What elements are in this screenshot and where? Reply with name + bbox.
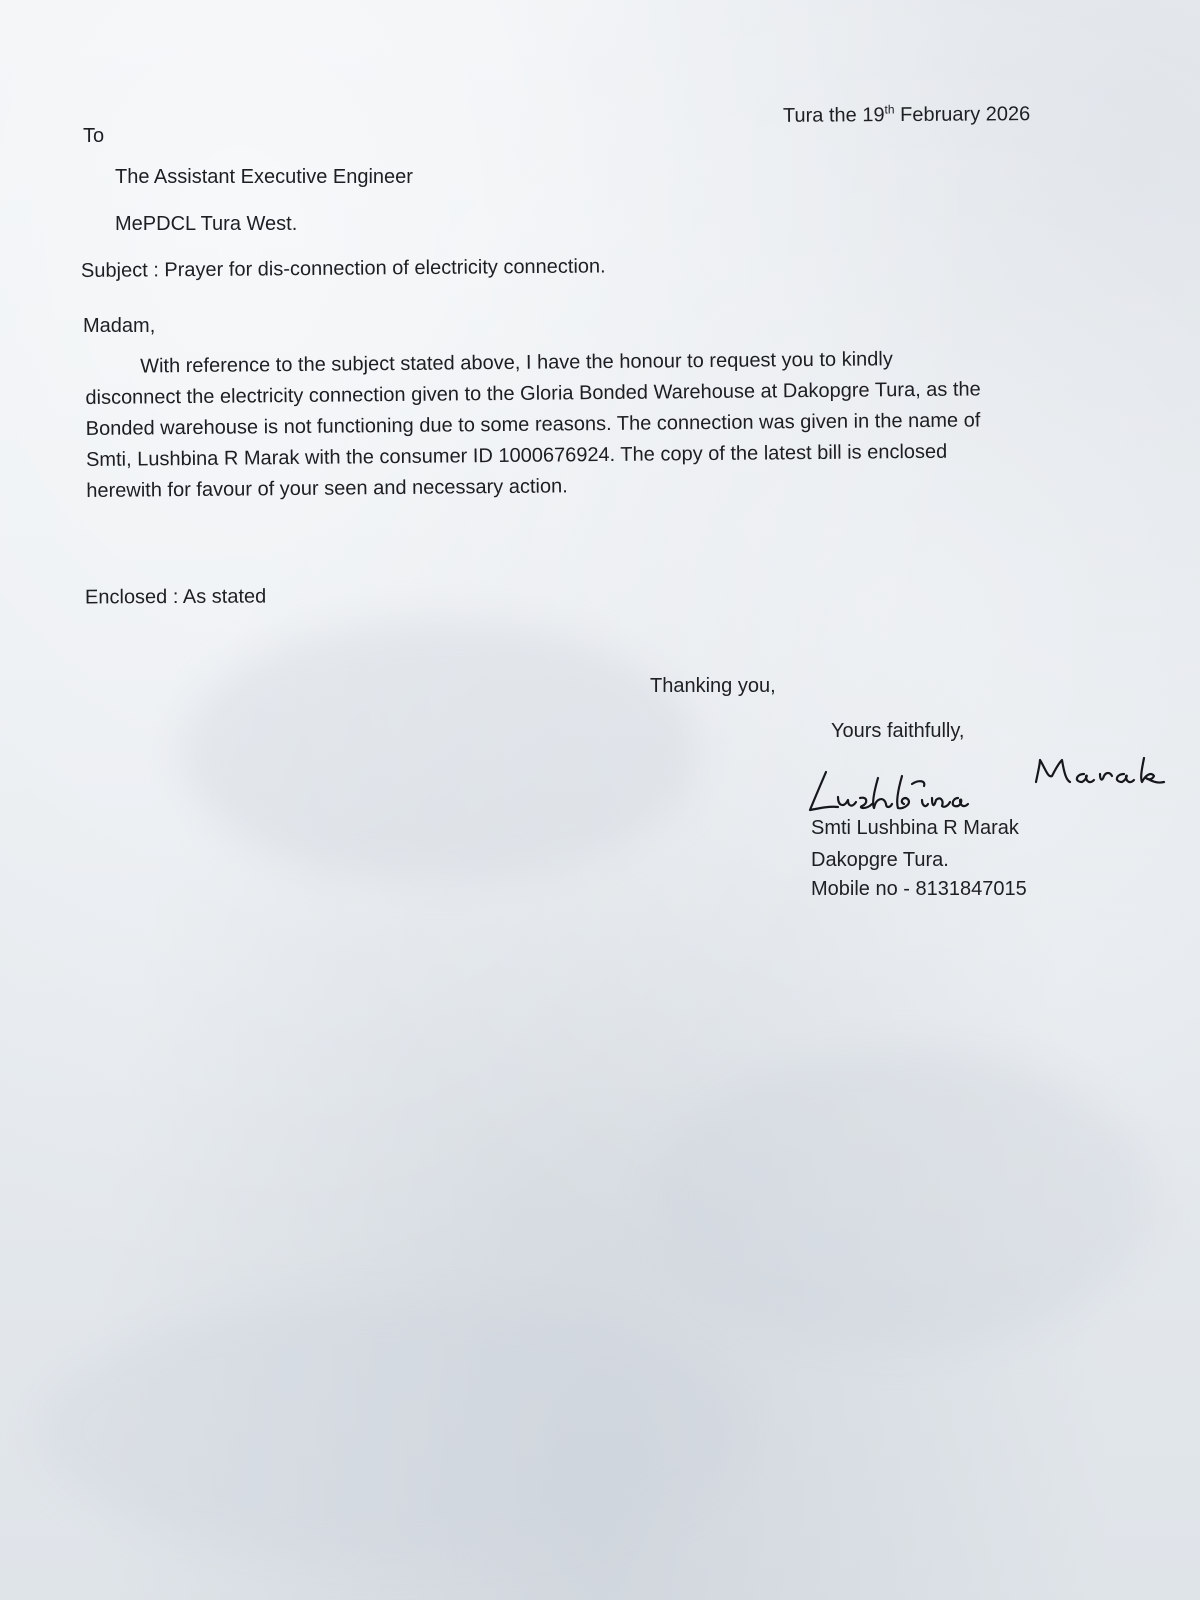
- recipient-office: MePDCL Tura West.: [115, 213, 298, 235]
- body-line: Bonded warehouse is not functioning due to some reasons. The connection was given in the name of: [85, 409, 981, 440]
- paper-shadow: [650, 1050, 1150, 1350]
- body-line: disconnect the electricity connection given to the Gloria Bonded Warehouse at Dakopgre Tura, as the: [85, 378, 981, 409]
- body-line: herewith for favour of your seen and necessary action.: [86, 475, 568, 502]
- enclosure-note: Enclosed : As stated: [84, 585, 267, 609]
- closing-yours: Yours faithfully,: [831, 720, 965, 742]
- letter-date: Tura the 19th February 2026: [782, 102, 1031, 127]
- subject-line: Subject : Prayer for dis-connection of electricity connection.: [80, 255, 606, 282]
- salutation: Madam,: [83, 315, 156, 337]
- body-line: With reference to the subject stated above, I have the honour to request you to kindly: [140, 348, 893, 378]
- closing-thanks: Thanking you,: [650, 675, 776, 697]
- handwritten-signature: [808, 752, 1193, 824]
- letter-body: [85, 342, 1076, 506]
- sender-name: Smti Lushbina R Marak: [811, 817, 1019, 839]
- recipient-title: The Assistant Executive Engineer: [115, 166, 413, 188]
- body-line: Smti, Lushbina R Marak with the consumer ID 1000676924. The copy of the latest bill is enclosed: [85, 440, 948, 471]
- sender-place: Dakopgre Tura.: [811, 849, 949, 871]
- sender-mobile: Mobile no - 8131847015: [811, 878, 1027, 900]
- to-label: To: [83, 125, 105, 147]
- paper-shadow: [40, 1300, 740, 1560]
- paper-shadow: [180, 620, 700, 880]
